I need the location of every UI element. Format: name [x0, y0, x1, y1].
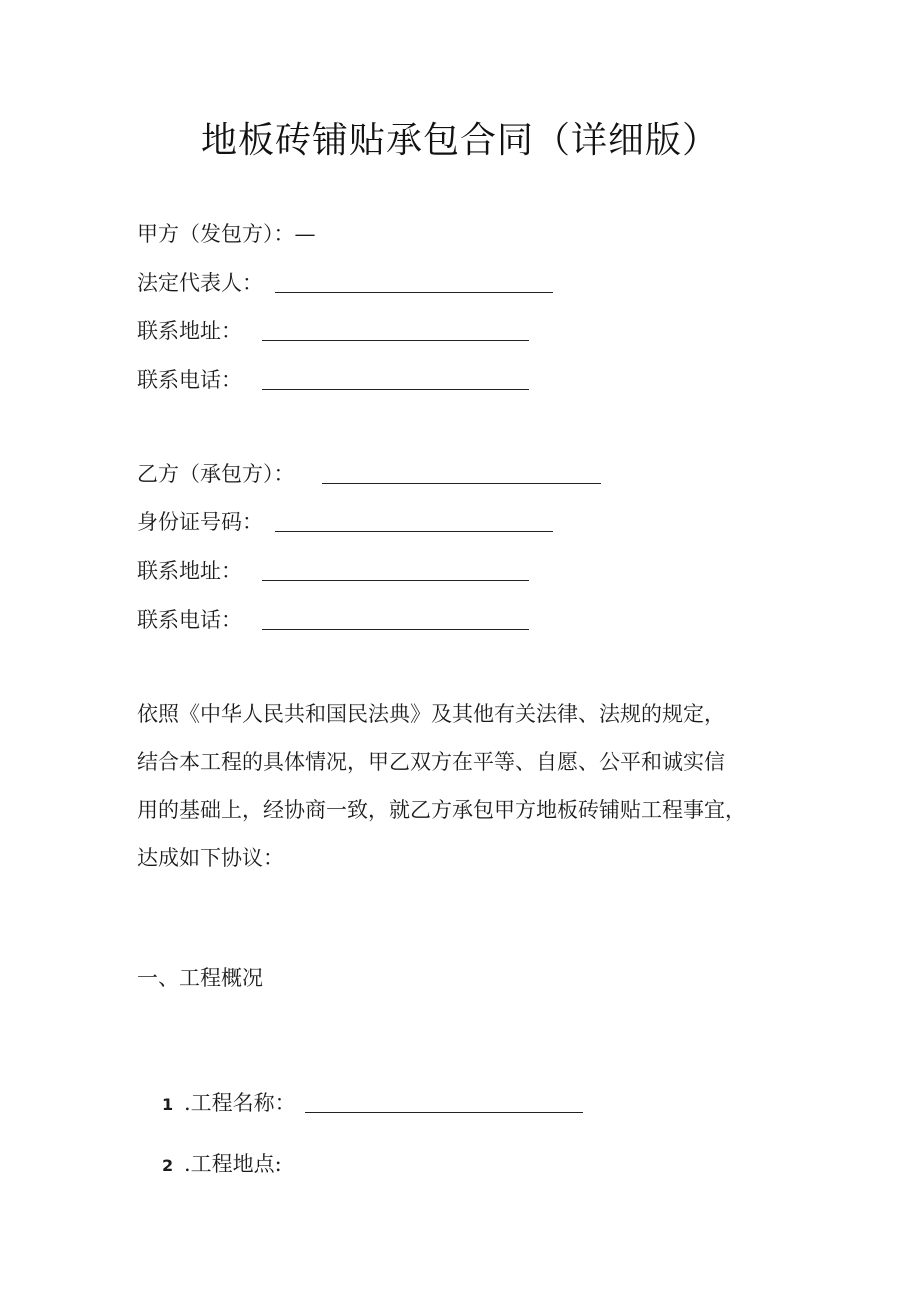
- party-b-label: 乙方（承包方）：: [137, 462, 295, 486]
- party-a-label: 甲方（发包方）：—: [137, 222, 316, 246]
- project-name-blank[interactable]: [305, 1112, 583, 1113]
- party-a-address-label: 联系地址：: [137, 319, 242, 343]
- item-number: 2: [162, 1156, 174, 1175]
- preamble-paragraph: [137, 690, 817, 882]
- item-number: 1: [162, 1095, 174, 1114]
- party-a-rep-blank[interactable]: [275, 292, 553, 293]
- preamble-line: 依照《中华人民共和国民法典》及其他有关法律、法规的规定，: [137, 702, 725, 726]
- party-b-phone-label: 联系电话：: [137, 608, 242, 632]
- party-a-phone-blank[interactable]: [262, 389, 529, 390]
- preamble-line: 结合本工程的具体情况，甲乙双方在平等、自愿、公平和诚实信: [137, 750, 725, 774]
- preamble-line: 达成如下协议：: [137, 846, 284, 870]
- party-b-address-label: 联系地址：: [137, 559, 242, 583]
- section-heading: 一、工程概况: [137, 966, 263, 990]
- item-label: .工程名称：: [184, 1091, 296, 1115]
- item-project-name: [162, 1089, 296, 1119]
- party-a-address-blank[interactable]: [262, 340, 529, 341]
- party-b-name-blank[interactable]: [322, 483, 601, 484]
- party-b-id-blank[interactable]: [275, 531, 553, 532]
- party-a-phone-label: 联系电话：: [137, 368, 242, 392]
- party-b-phone-blank[interactable]: [262, 629, 529, 630]
- party-b-id-label: 身份证号码：: [137, 510, 263, 534]
- item-project-location: [162, 1150, 282, 1180]
- party-a-rep-label: 法定代表人：: [137, 271, 263, 295]
- item-label: .工程地点:: [184, 1152, 282, 1176]
- party-b-address-blank[interactable]: [262, 580, 529, 581]
- preamble-line: 用的基础上，经协商一致，就乙方承包甲方地板砖铺贴工程事宜，: [137, 798, 746, 822]
- document-title: 地板砖铺贴承包合同（详细版）: [200, 120, 719, 161]
